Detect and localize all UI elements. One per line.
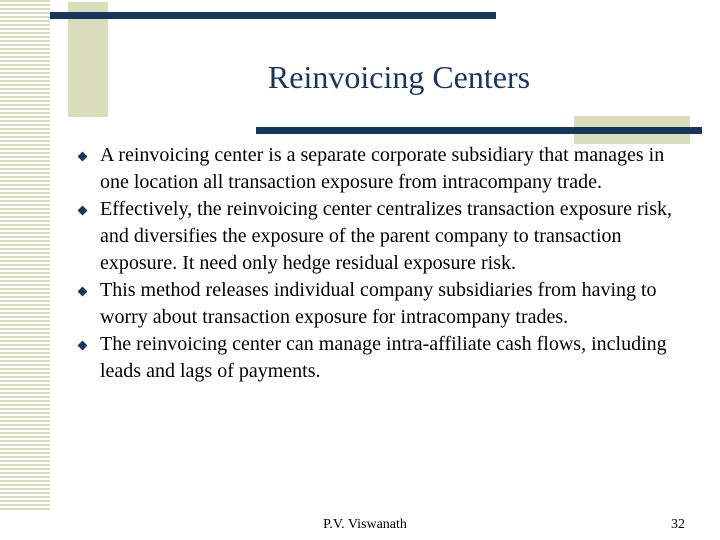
bullet-item (70, 142, 690, 196)
bullet-item (70, 196, 690, 277)
title-top-rule (50, 12, 496, 19)
bullet-text: Effectively, the reinvoicing center centralizes transaction exposure risk, and diversifies the exposure of the parent company to transaction exposure. It need only hedge residual exposure risk. (100, 198, 672, 274)
bullet-item (70, 331, 690, 385)
diamond-bullet-icon (78, 152, 88, 162)
slide-title: Reinvoicing Centers (267, 59, 531, 95)
footer-author: P.V. Viswanath (323, 517, 407, 532)
bullet-text: This method releases individual company subsidiaries from having to worry about transaction exposure for intracompany trades. (100, 279, 657, 328)
diamond-bullet-icon (78, 287, 88, 297)
diamond-bullet-icon (78, 206, 88, 216)
bullet-list (70, 142, 690, 385)
bullet-item (70, 277, 690, 331)
bullet-text: The reinvoicing center can manage intra-affiliate cash flows, including leads and lags of payments. (100, 333, 667, 382)
left-decorative-stripe (0, 0, 50, 512)
diamond-bullet-icon (78, 341, 88, 351)
bullet-text: A reinvoicing center is a separate corporate subsidiary that manages in one location all transaction exposure from intracompany trade. (100, 144, 665, 193)
page-number: 32 (671, 517, 685, 532)
title-accent-block (68, 2, 108, 117)
title-bottom-rule (256, 127, 702, 134)
